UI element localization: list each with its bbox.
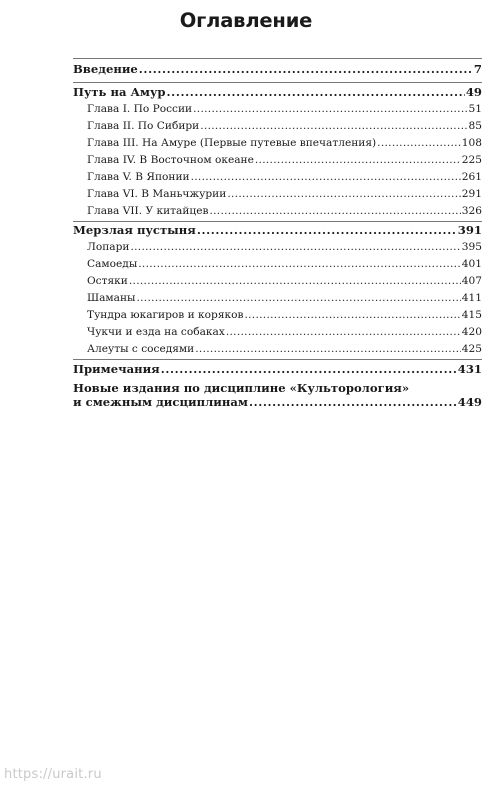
toc-entry-label-line2: и смежным дисциплинам	[73, 395, 248, 409]
toc-entry-page: 395	[461, 241, 482, 253]
toc-section[interactable]	[73, 241, 482, 253]
toc-entry-label: Глава I. По России	[87, 103, 193, 115]
toc-entry-label: Лопари	[87, 241, 130, 253]
toc-entry-label-line1: Новые издания по дисциплине «Культорология»	[73, 381, 410, 395]
dot-leader	[244, 309, 460, 321]
dot-leader	[138, 258, 461, 270]
toc-section[interactable]	[73, 275, 482, 287]
section-rule	[73, 221, 482, 222]
dot-leader	[377, 137, 461, 149]
top-rule	[73, 58, 482, 59]
dot-leader	[167, 85, 465, 99]
toc-section[interactable]	[73, 326, 482, 338]
toc-entry-page: 108	[461, 137, 482, 149]
toc-entry-page: 407	[461, 275, 482, 287]
toc-entry-part2[interactable]	[73, 223, 482, 237]
page-title: Оглавление	[179, 9, 313, 32]
toc-entry-page: 431	[457, 362, 482, 376]
toc-entry-label: Путь на Амур	[73, 85, 166, 99]
toc-entry-label: Чукчи и езда на собаках	[87, 326, 225, 338]
toc-section[interactable]	[73, 343, 482, 355]
dot-leader	[139, 62, 473, 76]
toc-entry-label: Глава II. По Сибири	[87, 120, 200, 132]
watermark-url: https://urait.ru	[4, 767, 102, 782]
toc-entry-label: Введение	[73, 62, 138, 76]
toc-entry-page: 420	[461, 326, 482, 338]
toc-entry-page: 449	[457, 395, 482, 409]
toc-chapter[interactable]	[73, 103, 482, 115]
dot-leader	[129, 275, 461, 287]
dot-leader	[255, 154, 461, 166]
toc-section[interactable]	[73, 292, 482, 304]
toc-chapter[interactable]	[73, 120, 482, 132]
dot-leader	[226, 326, 461, 338]
toc-entry-page: 415	[461, 309, 482, 321]
toc-entry-part1[interactable]	[73, 85, 482, 99]
toc-entry-label: Глава VI. В Маньчжурии	[87, 188, 227, 200]
dot-leader	[197, 223, 457, 237]
toc-entry-page: 49	[465, 85, 482, 99]
toc-chapter[interactable]	[73, 137, 482, 149]
toc-section[interactable]	[73, 258, 482, 270]
dot-leader	[136, 292, 460, 304]
toc-entry-line2	[73, 395, 482, 409]
toc-entry-label: Глава V. В Японии	[87, 171, 190, 183]
dot-leader	[249, 395, 457, 409]
toc-entry-page: 326	[461, 205, 482, 217]
toc-entry-page: 261	[461, 171, 482, 183]
toc-entry-label: Примечания	[73, 362, 160, 376]
toc-entry-page: 401	[461, 258, 482, 270]
toc-entry-label: Глава VII. У китайцев	[87, 205, 209, 217]
toc-entry-page: 51	[468, 103, 482, 115]
toc-entry-label: Шаманы	[87, 292, 136, 304]
toc-entry-page: 225	[461, 154, 482, 166]
toc-entry-page: 411	[461, 292, 482, 304]
toc-entry-label: Тундра юкагиров и коряков	[87, 309, 244, 321]
toc-entry-label: Алеуты с соседями	[87, 343, 195, 355]
dot-leader	[227, 188, 460, 200]
toc-chapter[interactable]	[73, 171, 482, 183]
dot-leader	[193, 103, 467, 115]
toc-entry-notes[interactable]	[73, 362, 482, 376]
toc-entry-page: 7	[473, 62, 482, 76]
dot-leader	[195, 343, 461, 355]
dot-leader	[191, 171, 461, 183]
toc-entry-intro[interactable]	[73, 62, 482, 76]
toc-chapter[interactable]	[73, 205, 482, 217]
toc-section[interactable]	[73, 309, 482, 321]
dot-leader	[130, 241, 460, 253]
dot-leader	[161, 362, 457, 376]
toc-entry-label: Остяки	[87, 275, 128, 287]
toc-entry-page: 391	[457, 223, 482, 237]
toc-entry-page: 291	[461, 188, 482, 200]
dot-leader	[209, 205, 460, 217]
toc-entry-label: Глава III. На Амуре (Первые путевые впечатления)	[87, 137, 377, 149]
section-rule	[73, 359, 482, 360]
toc-entry-label: Мерзлая пустыня	[73, 223, 196, 237]
toc-entry-new-editions[interactable]	[73, 381, 482, 409]
toc-chapter[interactable]	[73, 154, 482, 166]
toc-entry-label: Глава IV. В Восточном океане	[87, 154, 254, 166]
toc-chapter[interactable]	[73, 188, 482, 200]
section-rule	[73, 82, 482, 83]
dot-leader	[200, 120, 467, 132]
toc-entry-page: 85	[468, 120, 482, 132]
toc-entry-label: Самоеды	[87, 258, 138, 270]
toc-entry-page: 425	[461, 343, 482, 355]
